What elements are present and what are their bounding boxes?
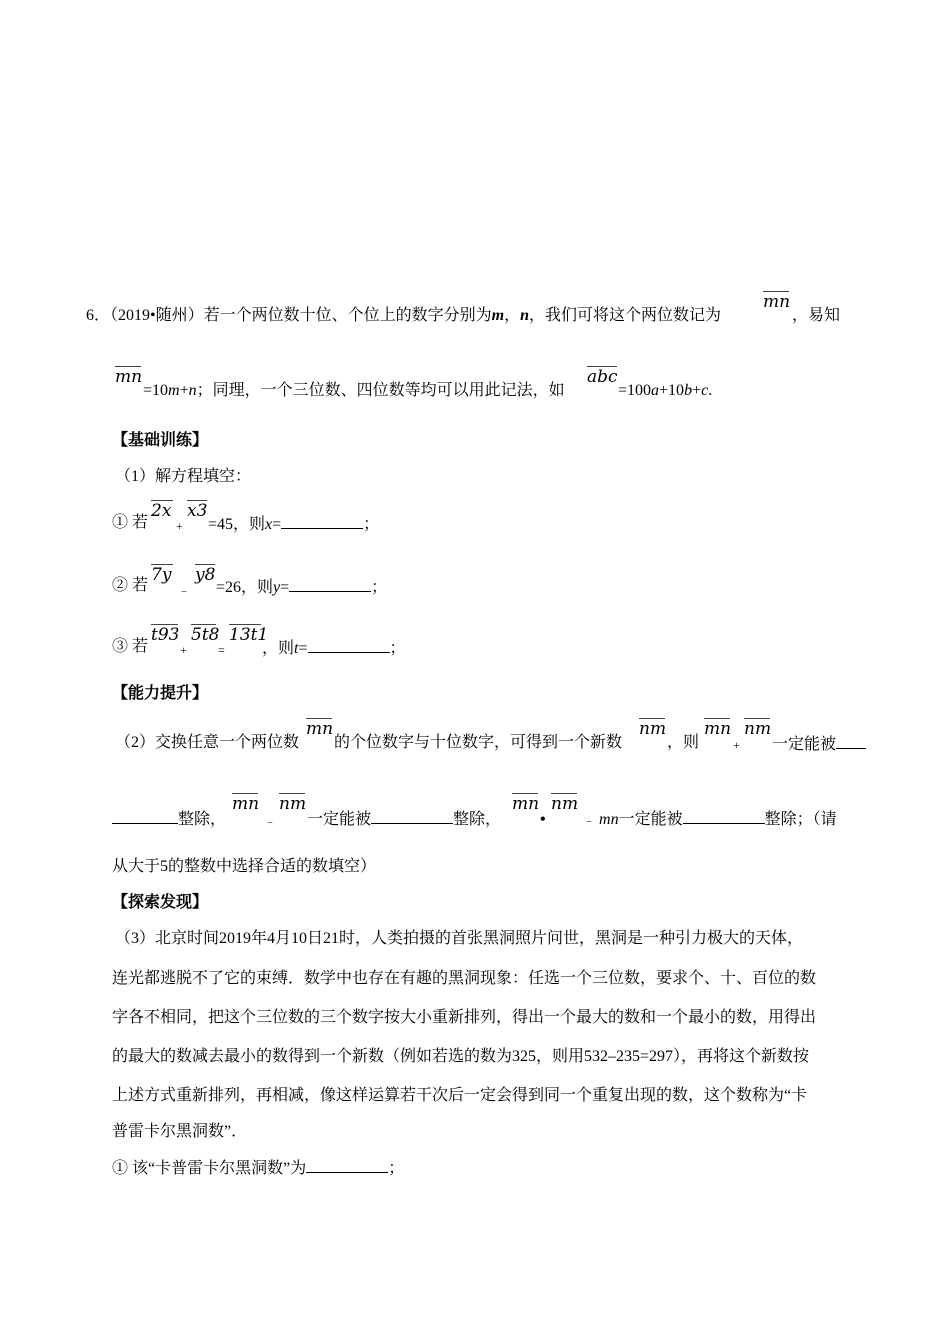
- var-mn: mn: [599, 811, 619, 828]
- dot-sign: •: [540, 811, 546, 828]
- plus-sign: +: [733, 738, 740, 752]
- section-heading-explore: 【探索发现】: [112, 894, 209, 911]
- ability-text: 整除，: [453, 811, 502, 828]
- overline-mn: mn: [704, 719, 732, 739]
- basic-item3-prefix: ③ 若: [112, 638, 149, 655]
- overline-5t8: 5t8: [191, 625, 220, 645]
- overline-mn: mn: [512, 794, 540, 814]
- ability-text: 一定能被: [307, 811, 372, 828]
- q6-text: +: [179, 382, 189, 399]
- basic-item3-tail: [262, 637, 406, 659]
- overline-7y: 7y: [151, 565, 172, 585]
- answer-blank[interactable]: [683, 808, 765, 824]
- q6-text: =10: [143, 382, 169, 399]
- q6-text: +10: [659, 382, 685, 399]
- explore-question1: [112, 1157, 404, 1179]
- var-b: b: [684, 382, 693, 399]
- answer-blank[interactable]: [836, 733, 866, 749]
- explore-line: 字各不相同，把这个三位数的三个数字按大小重新排列，得出一个最大的数和一个最小的数，用得出: [112, 1009, 817, 1026]
- ability-text: 一定能被: [618, 811, 683, 828]
- answer-blank[interactable]: [281, 513, 363, 529]
- basic-intro: （1）解方程填空：: [115, 468, 252, 485]
- var-t: t: [294, 640, 299, 657]
- var-x: x: [265, 516, 273, 533]
- basic-item2-tail: [216, 576, 387, 598]
- item-text: =: [298, 640, 308, 657]
- explore-line: 连光都逃脱不了它的束缚．数学中也存在有趣的黑洞现象：任选一个三位数，要求个、十、百位的数: [112, 970, 817, 987]
- basic-item2-prefix: ② 若: [112, 577, 149, 594]
- overline-mn: mn: [306, 719, 334, 739]
- explore-text: ① 该“卡普雷卡尔黑洞数”为: [112, 1160, 307, 1177]
- ability-line2-end: [583, 808, 837, 830]
- q6-text: ，: [504, 307, 521, 324]
- basic-item1-prefix: ① 若: [112, 514, 149, 531]
- ability-text: 整除，: [178, 811, 227, 828]
- ability-line2-start: [112, 808, 226, 830]
- q6-text: ，易知: [792, 307, 841, 324]
- plus-sign: +: [176, 519, 183, 533]
- q6-line1: [86, 306, 721, 326]
- minus-sign: ﹣: [264, 814, 277, 828]
- var-c: c: [701, 382, 709, 399]
- overline-x3: x3: [187, 501, 208, 521]
- answer-blank[interactable]: [308, 637, 390, 653]
- ability-text: ，则: [667, 734, 700, 751]
- q6-line2: [143, 381, 565, 401]
- answer-blank[interactable]: [112, 808, 178, 824]
- minus-sign: ﹣: [583, 813, 596, 827]
- ability-text: 一定能被: [772, 736, 837, 753]
- var-m: m: [168, 382, 180, 399]
- section-heading-basic: 【基础训练】: [112, 432, 209, 449]
- q6-text: 若一个两位数十位、个位上的数字分别为: [203, 307, 492, 324]
- var-m: m: [491, 307, 505, 324]
- overline-y8: y8: [195, 565, 216, 585]
- explore-line: （3）北京时间2019年4月10日21时，人类拍摄的首张黑洞照片问世，黑洞是一种引力极大的天体，: [115, 930, 804, 947]
- explore-line: 上述方式重新排列，再相减，像这样运算若干次后一定会得到同一个重复出现的数，这个数称为“卡: [112, 1087, 808, 1104]
- var-y: y: [273, 579, 281, 596]
- overline-abc: abc: [587, 367, 618, 387]
- question-source: （2019•随州）: [110, 307, 204, 324]
- q6-line2-end: [618, 381, 712, 401]
- overline-2x: 2x: [151, 501, 172, 521]
- item-text: ；: [363, 516, 380, 533]
- overline-nm: nm: [551, 794, 579, 814]
- item-text: ；: [371, 579, 388, 596]
- overline-nm: nm: [744, 719, 772, 739]
- explore-line: 普雷卡尔黑洞数”．: [112, 1123, 248, 1140]
- answer-blank[interactable]: [371, 808, 453, 824]
- ability-text-end: [772, 733, 866, 755]
- section-heading-ability: 【能力提升】: [112, 685, 209, 702]
- ability-text: 整除；（请: [764, 811, 837, 828]
- equals-sign: =: [218, 643, 225, 657]
- ability-line3: 从大于5的整数中选择合适的数填空）: [112, 858, 377, 875]
- item-text: =: [280, 579, 290, 596]
- q6-text: .: [708, 382, 713, 399]
- var-a: a: [651, 382, 660, 399]
- explore-text: ；: [388, 1160, 405, 1177]
- answer-blank[interactable]: [306, 1157, 388, 1173]
- minus-sign: ﹣: [178, 583, 191, 597]
- item-text: ，则: [262, 640, 295, 657]
- item-text: =45，则: [208, 516, 266, 533]
- item-text: =: [272, 516, 282, 533]
- overline-13t1: 13t1: [229, 625, 269, 645]
- var-n: n: [188, 382, 197, 399]
- item-text: ；: [389, 640, 406, 657]
- overline-mn: mn: [763, 292, 791, 312]
- ability-text: 的个位数字与十位数字，可得到一个新数: [334, 734, 623, 751]
- q6-text: +: [692, 382, 702, 399]
- overline-mn: mn: [232, 794, 260, 814]
- var-n: n: [520, 307, 530, 324]
- ability-line2-mid: [307, 808, 501, 830]
- overline-t93: t93: [151, 625, 180, 645]
- item-text: =26，则: [216, 579, 274, 596]
- q6-text: =100: [618, 382, 652, 399]
- basic-item1-tail: [208, 513, 379, 535]
- q6-text: ，我们可将这个两位数记为: [529, 307, 722, 324]
- explore-line: 的最大的数减去最小的数得到一个新数（例如若选的数为325，则用532–235=297），再将这个新数按: [112, 1048, 810, 1065]
- overline-nm: nm: [639, 719, 667, 739]
- overline-mn: mn: [115, 367, 143, 387]
- question-number: 6．: [86, 307, 111, 324]
- plus-sign: +: [180, 643, 187, 657]
- ability-text: （2）交换任意一个两位数: [115, 734, 300, 751]
- overline-nm: nm: [279, 794, 307, 814]
- answer-blank[interactable]: [289, 576, 371, 592]
- q6-text: ；同理，一个三位数、四位数等均可以用此记法，如: [196, 382, 565, 399]
